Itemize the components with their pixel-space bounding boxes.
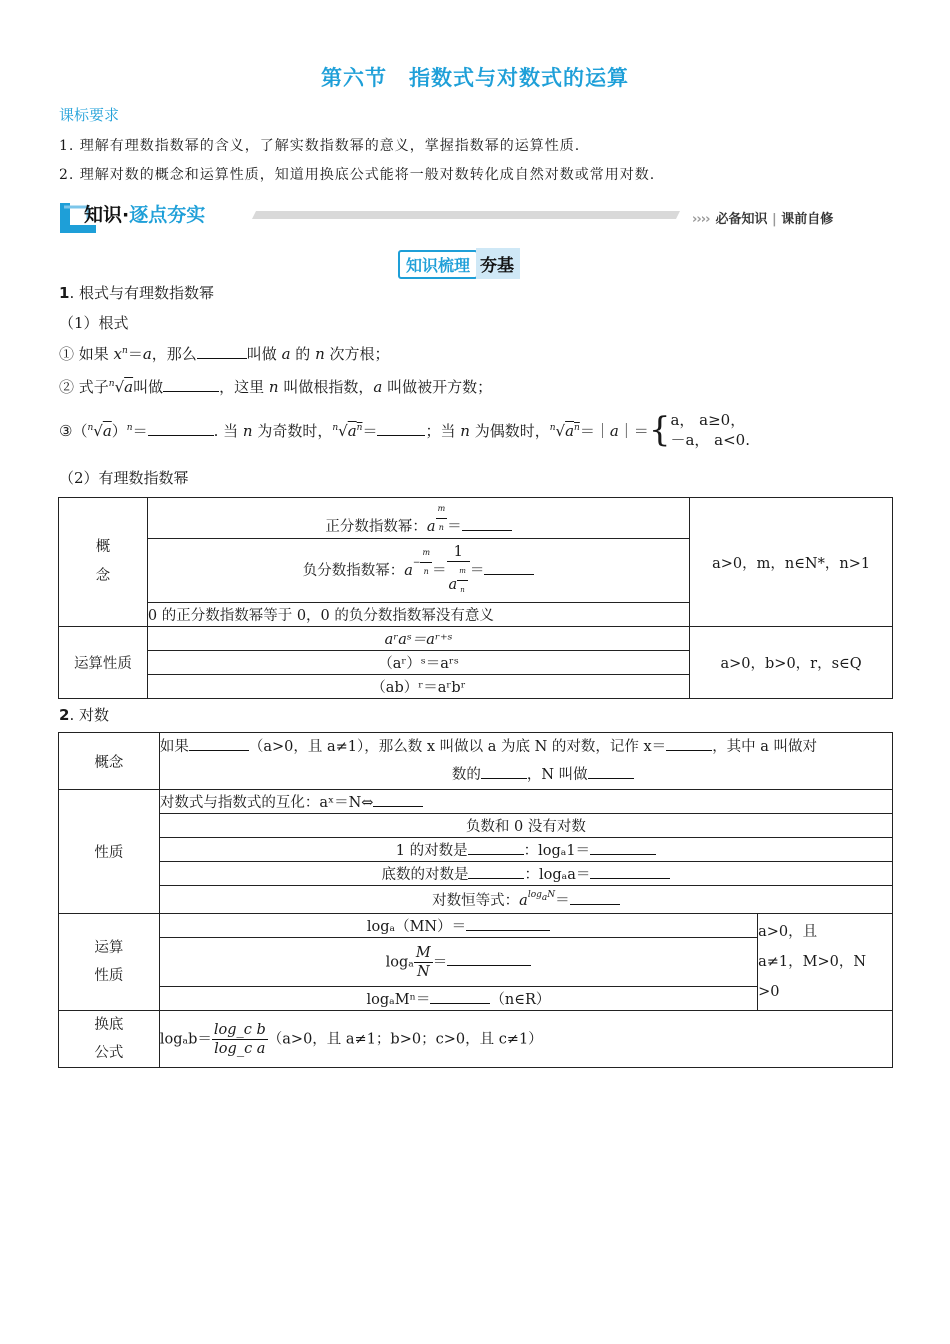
chevrons-icon: ››››	[692, 212, 710, 227]
blank[interactable]	[447, 951, 531, 966]
log-property-label: 性质	[59, 790, 160, 914]
requirement-1: 1. 理解有理数指数幂的含义，了解实数指数幂的意义，掌握指数幂的运算性质.	[59, 138, 581, 154]
subsection-radical: （1）根式	[59, 314, 129, 332]
log-no-negative: 负数和 0 没有对数	[159, 814, 892, 838]
blank[interactable]	[189, 736, 249, 751]
page-title: 第六节 指数式与对数式的运算	[321, 66, 629, 90]
blank[interactable]	[468, 864, 524, 879]
radical-line-1: ① 如果 $x^n=a$，那么 叫做 a 的 n 次方根；	[59, 345, 390, 363]
blank[interactable]	[588, 764, 634, 779]
knowledge-badge: 知识梳理 夯基	[398, 248, 520, 276]
blank[interactable]	[377, 421, 425, 436]
blank[interactable]	[590, 840, 656, 855]
brace: {	[648, 410, 671, 450]
zero-exponent-note: 0 的正分数指数幂等于 0，0 的负分数指数幂没有意义	[147, 603, 689, 627]
positive-fraction-row: 正分数指数幂：a $^{\frac{m}{n}}$ ＝	[147, 498, 689, 539]
log-concept-label: 概念	[59, 733, 160, 790]
requirement-2: 2. 理解对数的概念和运算性质，知道用换底公式能将一般对数转化成自然对数或常用对数.	[59, 167, 656, 183]
condition-1: a>0，m，n∈N*，n>1	[690, 498, 893, 627]
log-power: logₐMⁿ＝ （n∈R）	[159, 987, 757, 1011]
change-base-formula: logₐb＝ $\frac{\text{log\_c b}}{\text{log\_c a}}$ （a>0，且 a≠1；b>0；c>0，且 c≠1）	[159, 1011, 892, 1068]
blank[interactable]	[373, 792, 423, 807]
operation-1: aʳaˢ＝aʳ⁺ˢ	[147, 627, 689, 651]
banner-title: 知识·逐点夯实	[84, 204, 206, 226]
radical-line-2: ② 式子$^n$√a叫做 ，这里 n 叫做根指数，a 叫做被开方数；	[59, 378, 493, 396]
section-label-requirements: 课标要求	[59, 106, 120, 124]
negative-fraction-row: 负分数指数幂：$a^{- \frac{m}{n}}$ ＝ 1 a $^{\frac{m}{n}}$ ＝	[147, 539, 689, 603]
blank[interactable]	[468, 840, 524, 855]
section-2-heading: 2. 对数	[59, 706, 109, 724]
blank[interactable]	[570, 890, 620, 905]
log-exp-conversion: 对数式与指数式的互化：aˣ＝N⇔	[159, 790, 892, 814]
log-ops-condition: a>0，且 a≠1，M>0，N >0	[758, 914, 893, 1011]
concept-label: 概 念	[59, 498, 148, 627]
operation-2: （aʳ）ˢ＝aʳˢ	[147, 651, 689, 675]
blank[interactable]	[197, 344, 247, 359]
section-1-heading: 1. 根式与有理数指数幂	[59, 284, 214, 302]
log-ops-label: 运算 性质	[59, 914, 160, 1011]
blank[interactable]	[148, 421, 214, 436]
blank[interactable]	[666, 736, 712, 751]
blank[interactable]	[484, 560, 534, 575]
operations-label: 运算性质	[59, 627, 148, 699]
subsection-rational-exponent: （2）有理数指数幂	[59, 469, 189, 487]
log-of-one: 1 的对数是 ：logₐ1＝	[159, 838, 892, 862]
blank[interactable]	[163, 377, 219, 392]
blank[interactable]	[481, 764, 527, 779]
log-definition: 如果 （a>0，且 a≠1），那么数 x 叫做以 a 为底 N 的对数，记作 x＝ ，其中 a 叫做对 数的 ，N 叫做	[159, 733, 892, 790]
piecewise-cases: a， a≥0， －a， a<0.	[670, 411, 750, 449]
operation-3: （ab）ʳ＝aʳbʳ	[147, 675, 689, 699]
exponent-table	[58, 497, 893, 699]
blank[interactable]	[430, 989, 490, 1004]
condition-2: a>0，b>0，r，s∈Q	[690, 627, 893, 699]
log-quotient: logₐ $\frac{M}{N}$ ＝	[159, 938, 757, 987]
logarithm-table	[58, 732, 893, 1068]
change-base-label: 换底 公式	[59, 1011, 160, 1068]
banner-subtitle: ›››› 必备知识 | 课前自修	[692, 212, 834, 227]
log-identity: 对数恒等式：$a^{log_aN}=$	[159, 886, 892, 914]
radical-line-3: $③(^n√a)^n=$ . 当 n 为奇数时，$^n√a^n=$ ；当 n 为偶数时，$^n√a^n=|a|=\{a$， a≥0， －a， a<0.	[59, 410, 750, 450]
blank[interactable]	[590, 864, 670, 879]
log-of-base: 底数的对数是 ：logₐa＝	[159, 862, 892, 886]
blank[interactable]	[466, 916, 550, 931]
blank[interactable]	[462, 516, 512, 531]
log-product: logₐ（MN）＝	[159, 914, 757, 938]
